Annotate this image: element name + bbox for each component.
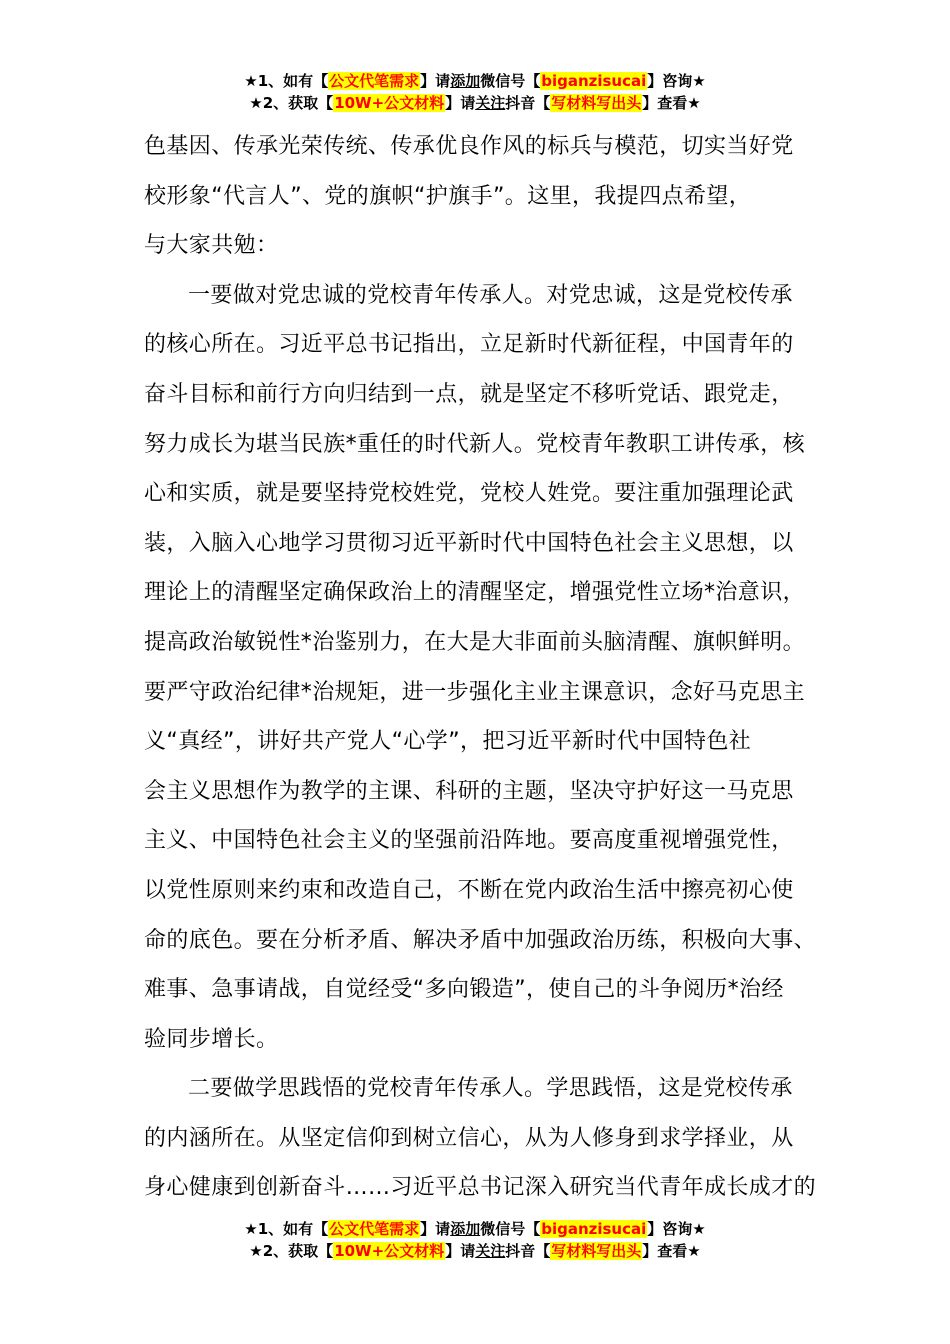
- highlight-service: 公文代笔需求: [329, 72, 420, 90]
- banner-text: 抖音【: [505, 1242, 551, 1260]
- text-line: 与大家共勉：: [144, 233, 279, 259]
- text-line: 奋斗目标和前行方向归结到一点，就是坚定不移听党话、跟党走，: [144, 381, 794, 407]
- banner-line-1: [0, 1218, 950, 1240]
- banner-text: 】请: [445, 94, 476, 112]
- text-line: 验同步增长。: [144, 1026, 279, 1052]
- underlined-text: 添加: [450, 72, 481, 90]
- highlight-wechat-id: biganzisucai: [541, 72, 647, 90]
- highlight-materials: 10W+公文材料: [334, 94, 445, 112]
- banner-text: 微信号【: [480, 72, 541, 90]
- highlight-wechat-id: biganzisucai: [541, 1220, 647, 1238]
- text-line: 心和实质，就是要坚持党校姓党，党校人姓党。要注重加强理论武: [144, 481, 794, 507]
- underlined-text: 添加: [450, 1220, 481, 1238]
- banner-text: ★1、如有【: [244, 72, 329, 90]
- underlined-text: 关注: [475, 94, 506, 112]
- banner-text: 抖音【: [505, 94, 551, 112]
- banner-text: ★1、如有【: [244, 1220, 329, 1238]
- banner-text: 微信号【: [480, 1220, 541, 1238]
- text-line: 的内涵所在。从坚定信仰到树立信心，从为人修身到求学择业，从: [144, 1125, 794, 1151]
- text-line: 努力成长为堪当民族*重任的时代新人。党校青年教职工讲传承，核: [144, 431, 806, 457]
- text-line: 提高政治敏锐性*治鉴别力，在大是大非面前头脑清醒、旗帜鲜明。: [144, 629, 806, 655]
- highlight-douyin-account: 写材料写出头: [551, 94, 642, 112]
- text-line: 校形象“代言人”、党的旗帜“护旗手”。这里，我提四点希望，: [144, 183, 752, 209]
- banner-text: 】请: [420, 72, 451, 90]
- banner-text: 】咨询★: [647, 1220, 706, 1238]
- banner-line-2: [0, 92, 950, 114]
- text-line: 要严守政治纪律*治规矩，进一步强化主业主课意识，念好马克思主: [144, 679, 806, 705]
- banner-text: 】咨询★: [647, 72, 706, 90]
- text-line: 命的底色。要在分析矛盾、解决矛盾中加强政治历练，积极向大事、: [144, 927, 817, 953]
- text-line: 理论上的清醒坚定确保政治上的清醒坚定，增强党性立场*治意识，: [144, 580, 806, 606]
- footer-banner: [0, 1218, 950, 1262]
- text-line: 难事、急事请战，自觉经受“多向锻造”，使自己的斗争阅历*治经: [144, 977, 784, 1003]
- banner-line-2: [0, 1240, 950, 1262]
- text-line: 身心健康到创新奋斗……习近平总书记深入研究当代青年成长成才的: [144, 1175, 817, 1201]
- banner-text: ★2、获取【: [249, 1242, 334, 1260]
- underlined-text: 关注: [475, 1242, 506, 1260]
- highlight-materials: 10W+公文材料: [334, 1242, 445, 1260]
- banner-text: 】查看★: [642, 94, 701, 112]
- highlight-service: 公文代笔需求: [329, 1220, 420, 1238]
- paragraph-heading-1: 一要做对党忠诚的党校青年传承人。对党忠诚，这是党校传承: [188, 282, 793, 308]
- banner-line-1: [0, 70, 950, 92]
- banner-text: ★2、获取【: [249, 94, 334, 112]
- highlight-douyin-account: 写材料写出头: [551, 1242, 642, 1260]
- text-line: 色基因、传承光荣传统、传承优良作风的标兵与模范，切实当好党: [144, 134, 794, 159]
- paragraph-heading-2: 二要做学思践悟的党校青年传承人。学思践悟，这是党校传承: [188, 1076, 793, 1102]
- text-line: 装，入脑入心地学习贯彻习近平新时代中国特色社会主义思想，以: [144, 530, 794, 556]
- text-line: 主义、中国特色社会主义的坚强前沿阵地。要高度重视增强党性，: [144, 828, 794, 854]
- banner-text: 】请: [445, 1242, 476, 1260]
- document-body: [144, 122, 824, 1213]
- banner-text: 】请: [420, 1220, 451, 1238]
- banner-text: 】查看★: [642, 1242, 701, 1260]
- header-banner: [0, 70, 950, 114]
- text-line: 义“真经”，讲好共产党人“心学”，把习近平新时代中国特色社: [144, 729, 752, 755]
- text-line: 的核心所在。习近平总书记指出，立足新时代新征程，中国青年的: [144, 332, 794, 358]
- text-line: 会主义思想作为教学的主课、科研的主题，坚决守护好这一马克思: [144, 778, 794, 804]
- text-line: 以党性原则来约束和改造自己，不断在党内政治生活中擦亮初心使: [144, 877, 794, 903]
